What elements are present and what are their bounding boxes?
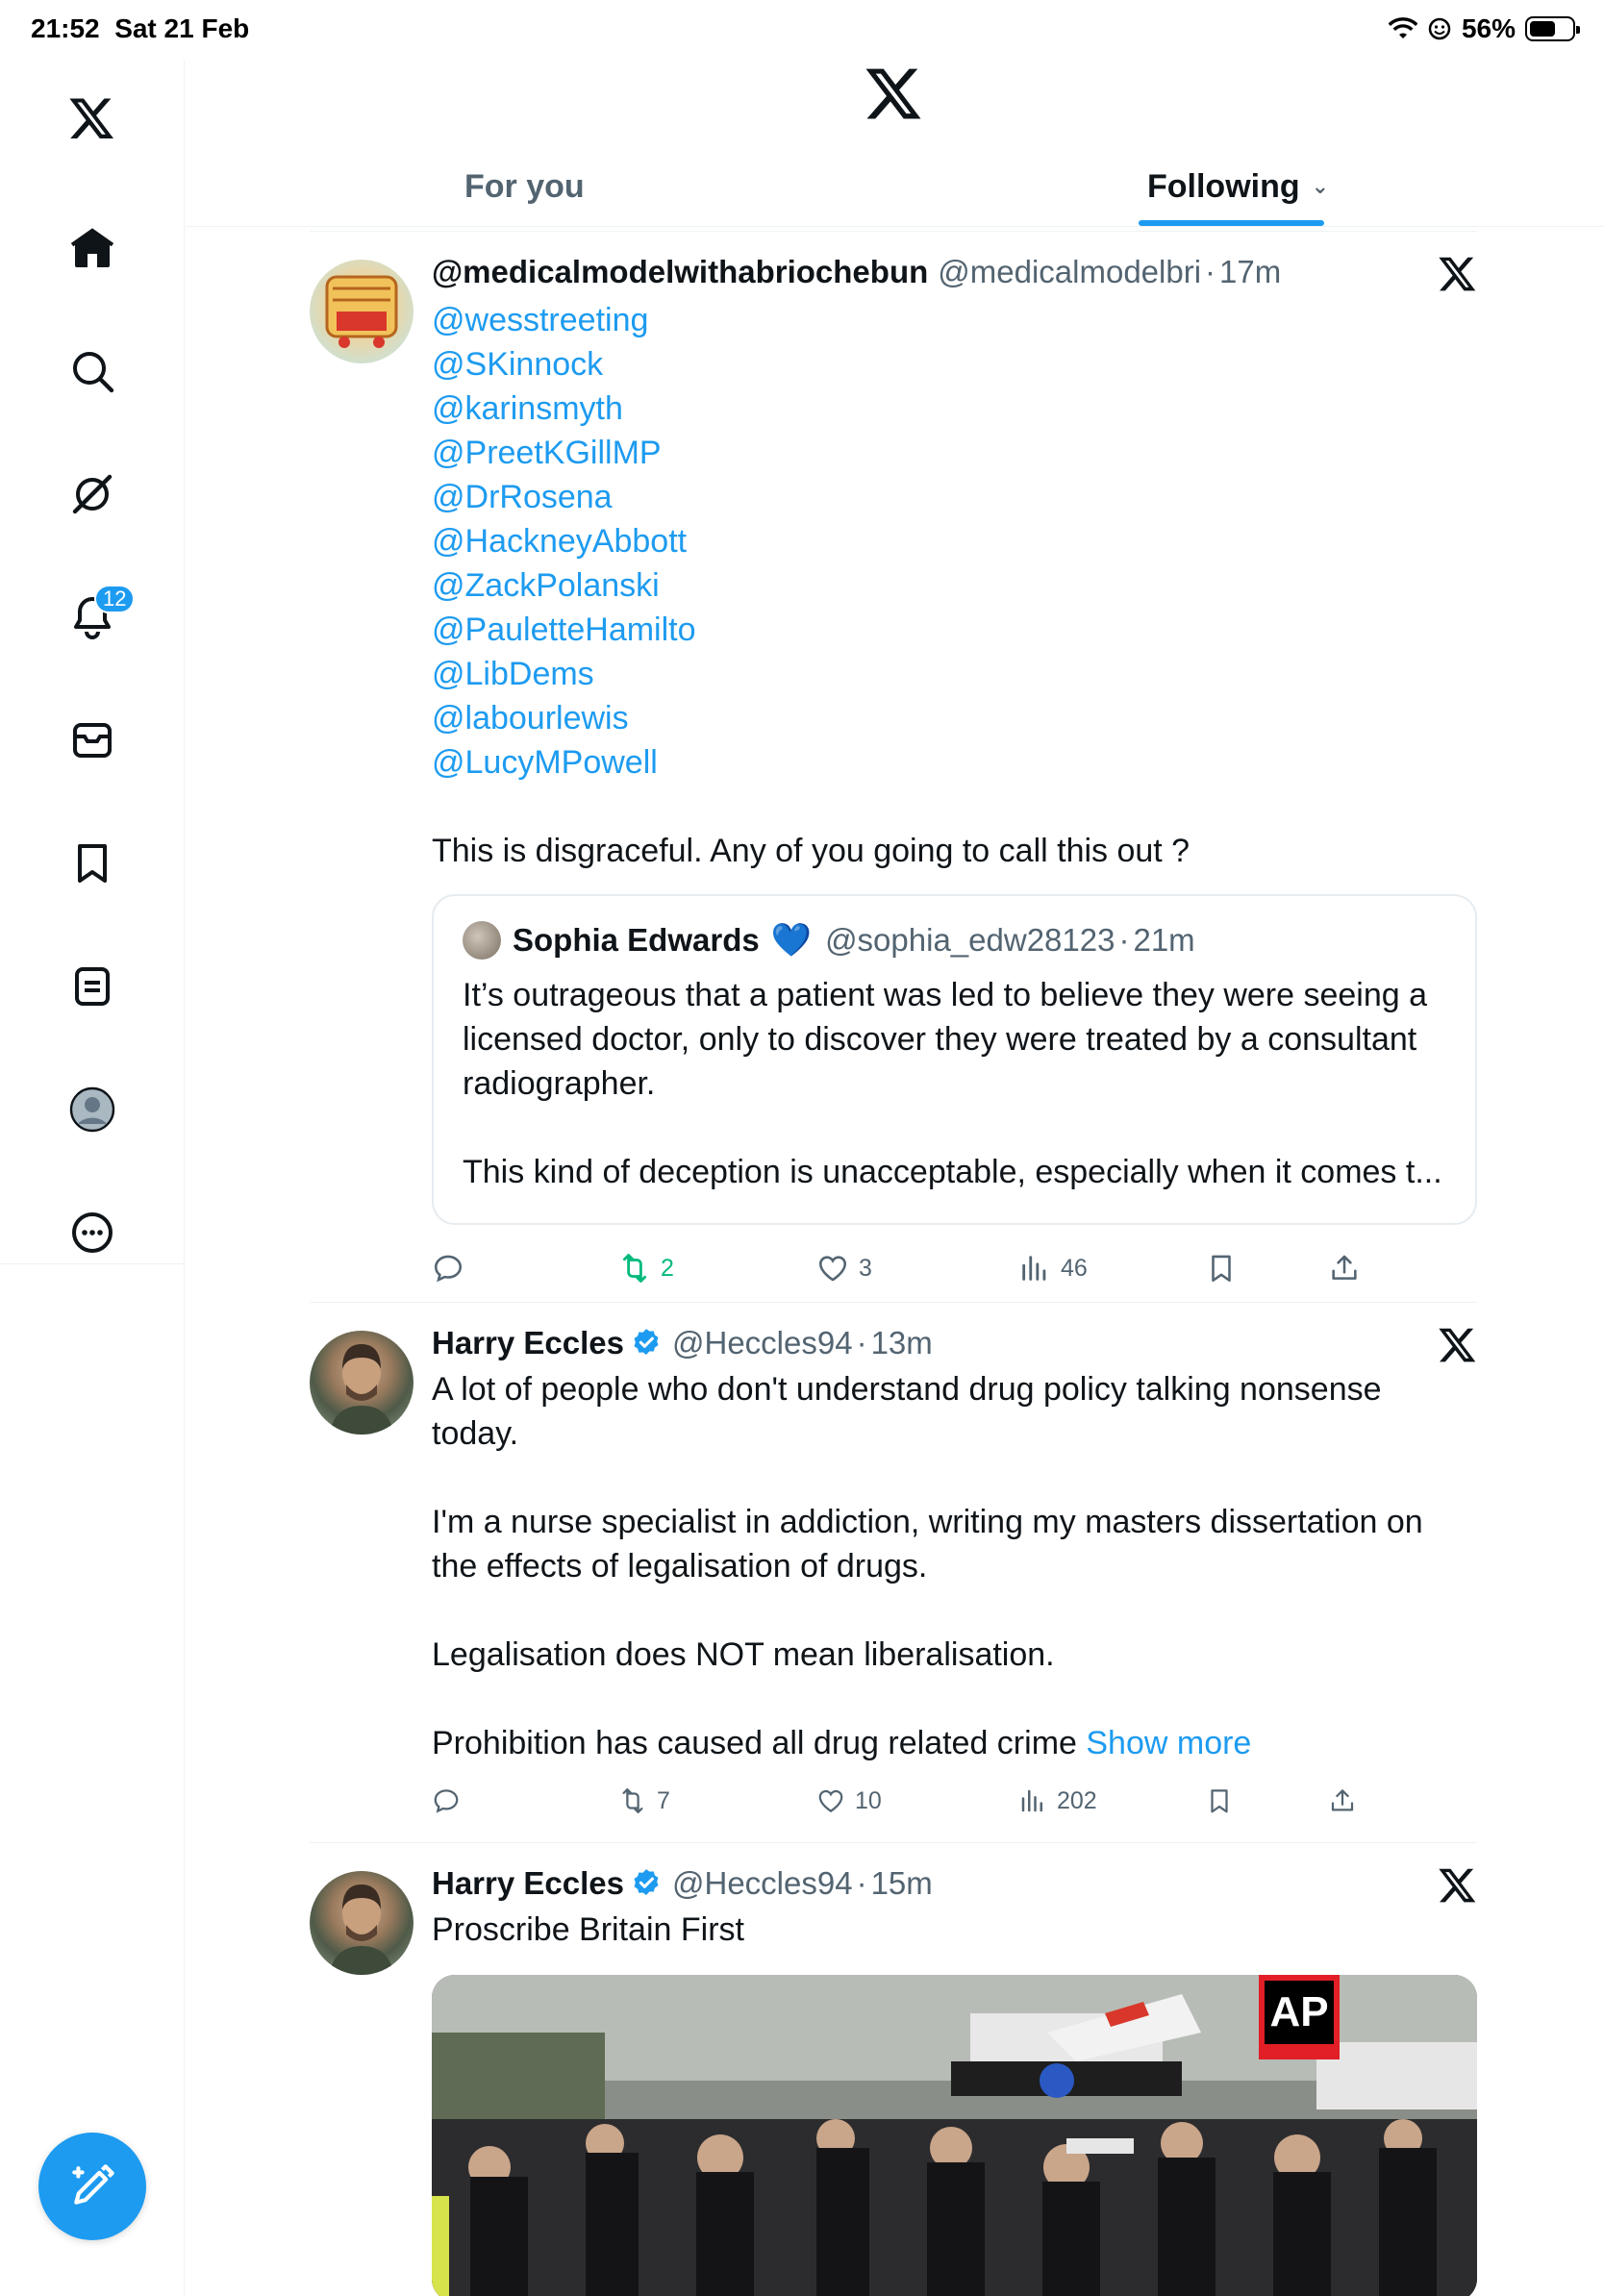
status-bar	[0, 0, 1604, 60]
tweet-header	[432, 248, 1477, 296]
display-name[interactable]: @medicalmodelwithabriochebun	[432, 254, 929, 289]
mention-link[interactable]: @labourlewis	[432, 700, 629, 736]
bookmark-button[interactable]	[1205, 1777, 1234, 1825]
mention-link[interactable]: @SKinnock	[432, 346, 604, 383]
x-logo-icon[interactable]	[60, 85, 125, 150]
x-logo-icon[interactable]	[1439, 1325, 1477, 1363]
ap-logo-text: AP	[1265, 1981, 1334, 2044]
profile-icon[interactable]	[60, 1077, 125, 1142]
feed-divider	[310, 1302, 1477, 1303]
tab-following-label: Following	[1147, 167, 1300, 205]
blue-heart-emoji: 💙	[770, 922, 813, 959]
tweet[interactable]	[310, 1859, 1477, 2296]
reply-button[interactable]	[432, 1244, 474, 1292]
repost-count: 2	[661, 1254, 674, 1282]
avatar[interactable]	[463, 921, 501, 960]
heart-icon	[816, 1786, 845, 1815]
tweet-paragraph: A lot of people who don't understand drug policy talking nonsense today.	[432, 1371, 1382, 1452]
tweet-header	[432, 1319, 1477, 1367]
views-button[interactable]	[1018, 1777, 1097, 1825]
share-icon	[1328, 1786, 1357, 1815]
battery-icon	[1525, 16, 1575, 41]
like-button[interactable]	[816, 1777, 882, 1825]
repost-icon	[618, 1252, 651, 1285]
view-count: 202	[1057, 1786, 1097, 1814]
tab-following[interactable]	[1147, 146, 1329, 227]
heart-icon	[816, 1252, 849, 1285]
tweet-paragraph-text: Prohibition has caused all drug related crime	[432, 1725, 1077, 1761]
tweet-body	[432, 1859, 1477, 1952]
x-logo-icon[interactable]	[1439, 254, 1477, 292]
reply-button[interactable]	[432, 1777, 470, 1825]
gmc-logo-image	[310, 260, 414, 363]
repost-count: 7	[657, 1786, 670, 1814]
tab-for-you[interactable]	[464, 146, 585, 227]
sidebar	[0, 60, 185, 2296]
clock: 21:52	[31, 13, 100, 43]
compose-button[interactable]	[38, 2133, 146, 2240]
harry-eccles-photo	[310, 1871, 414, 1975]
grok-icon[interactable]	[60, 462, 125, 527]
lists-icon[interactable]	[60, 954, 125, 1019]
repost-button[interactable]	[618, 1244, 674, 1292]
home-icon[interactable]	[60, 215, 125, 281]
repost-button[interactable]	[618, 1777, 670, 1825]
tab-for-you-label: For you	[464, 167, 585, 205]
verified-badge-icon[interactable]	[630, 1327, 663, 1360]
handle: @sophia_edw28123	[825, 922, 1115, 958]
quoted-tweet[interactable]	[432, 894, 1477, 1225]
views-button[interactable]	[1018, 1244, 1088, 1292]
reply-icon	[432, 1786, 461, 1815]
mention-link[interactable]: @LucyMPowell	[432, 744, 658, 781]
dot-separator: ·	[856, 1325, 867, 1360]
mention-link[interactable]: @karinsmyth	[432, 390, 623, 427]
share-button[interactable]	[1328, 1244, 1361, 1292]
x-logo-icon[interactable]	[865, 63, 923, 121]
compose-icon	[68, 2162, 116, 2210]
bookmark-button[interactable]	[1205, 1244, 1238, 1292]
quote-text	[463, 973, 1446, 1194]
tweet[interactable]	[310, 1319, 1477, 1838]
mention-link[interactable]: @HackneyAbbott	[432, 523, 688, 560]
share-button[interactable]	[1328, 1777, 1357, 1825]
quote-paragraph: It’s outrageous that a patient was led to believe they were seeing a licensed doctor, only to discover they were treated by a consultant radiographer.	[463, 977, 1428, 1102]
handle[interactable]: @Heccles94	[671, 1325, 853, 1360]
like-count: 3	[859, 1254, 872, 1282]
tweet-header	[432, 1859, 1477, 1908]
ap-logo	[1259, 1975, 1340, 2059]
tweet-paragraph	[432, 1721, 1477, 1765]
tweet-actions	[432, 1777, 1355, 1825]
mention-link[interactable]: @ZackPolanski	[432, 567, 660, 604]
dot-separator: ·	[1118, 922, 1130, 958]
bookmark-icon	[1205, 1252, 1238, 1285]
mention-link[interactable]: @DrRosena	[432, 479, 613, 515]
timestamp[interactable]: 13m	[870, 1325, 933, 1360]
mention-link[interactable]: @PauletteHamilto	[432, 611, 696, 648]
harry-eccles-photo	[310, 1331, 414, 1435]
tweet-text: This is disgraceful. Any of you going to call this out ?	[432, 833, 1190, 869]
timestamp: 21m	[1133, 922, 1195, 958]
display-name[interactable]: Harry Eccles	[432, 1865, 624, 1901]
bookmark-icon	[1205, 1786, 1234, 1815]
tweet[interactable]	[310, 248, 1477, 1298]
tweet-paragraph: Legalisation does NOT mean liberalisation.	[432, 1636, 1055, 1673]
handle[interactable]: @medicalmodelbri	[938, 254, 1202, 289]
avatar[interactable]	[310, 260, 414, 363]
tweet-body	[432, 248, 1477, 873]
mention-link[interactable]: @wesstreeting	[432, 302, 649, 338]
avatar[interactable]	[310, 1331, 414, 1435]
x-logo-icon[interactable]	[1439, 1865, 1477, 1904]
date: Sat 21 Feb	[114, 13, 250, 43]
display-name: Sophia Edwards	[513, 922, 760, 958]
notifications-badge: 12	[94, 585, 135, 613]
share-icon	[1328, 1252, 1361, 1285]
notifications-icon[interactable]	[60, 585, 125, 650]
search-icon[interactable]	[60, 338, 125, 404]
views-icon	[1018, 1786, 1047, 1815]
repost-icon	[618, 1786, 647, 1815]
view-count: 46	[1061, 1254, 1088, 1282]
like-count: 10	[855, 1786, 882, 1814]
timestamp[interactable]: 17m	[1219, 254, 1282, 289]
mention-link[interactable]: @PreetKGillMP	[432, 435, 662, 471]
mention-list	[432, 298, 1477, 785]
tweet-video[interactable]	[432, 1975, 1477, 2296]
verified-badge-icon[interactable]	[630, 1867, 663, 1900]
sidebar-divider	[0, 1263, 185, 1264]
tweet-paragraph: I'm a nurse specialist in addiction, writing my masters dissertation on the effects of legalisation of drugs.	[432, 1504, 1423, 1585]
focus-icon	[1427, 16, 1452, 41]
show-more-link[interactable]: Show more	[1086, 1725, 1252, 1761]
status-time	[31, 13, 249, 44]
chevron-down-icon[interactable]: ⌄	[1311, 174, 1330, 198]
wifi-icon	[1389, 17, 1417, 40]
display-name[interactable]: Harry Eccles	[432, 1325, 624, 1360]
mention-link[interactable]: @LibDems	[432, 656, 594, 692]
battery-percent: 56%	[1461, 13, 1516, 43]
quote-paragraph: This kind of deception is unacceptable, especially when it comes t...	[463, 1154, 1442, 1190]
quote-header	[463, 917, 1446, 963]
reply-icon	[432, 1252, 464, 1285]
timestamp[interactable]: 15m	[870, 1865, 933, 1901]
handle[interactable]: @Heccles94	[671, 1865, 853, 1901]
dot-separator: ·	[856, 1865, 867, 1901]
feed-divider	[310, 231, 1477, 232]
like-button[interactable]	[816, 1244, 872, 1292]
tweet-text: Proscribe Britain First	[432, 1911, 744, 1948]
tweet-actions	[432, 1244, 1355, 1292]
messages-icon[interactable]	[60, 708, 125, 773]
tweet-body	[432, 1319, 1477, 1765]
dot-separator: ·	[1205, 254, 1216, 289]
active-tab-indicator	[1139, 220, 1324, 226]
bookmarks-icon[interactable]	[60, 831, 125, 896]
views-icon	[1018, 1252, 1051, 1285]
status-indicators	[1389, 13, 1575, 44]
timeline-tabs	[186, 146, 1604, 227]
more-icon[interactable]	[60, 1200, 125, 1265]
avatar[interactable]	[310, 1871, 414, 1975]
tweet-text	[432, 1367, 1477, 1765]
feed-divider	[310, 1842, 1477, 1843]
